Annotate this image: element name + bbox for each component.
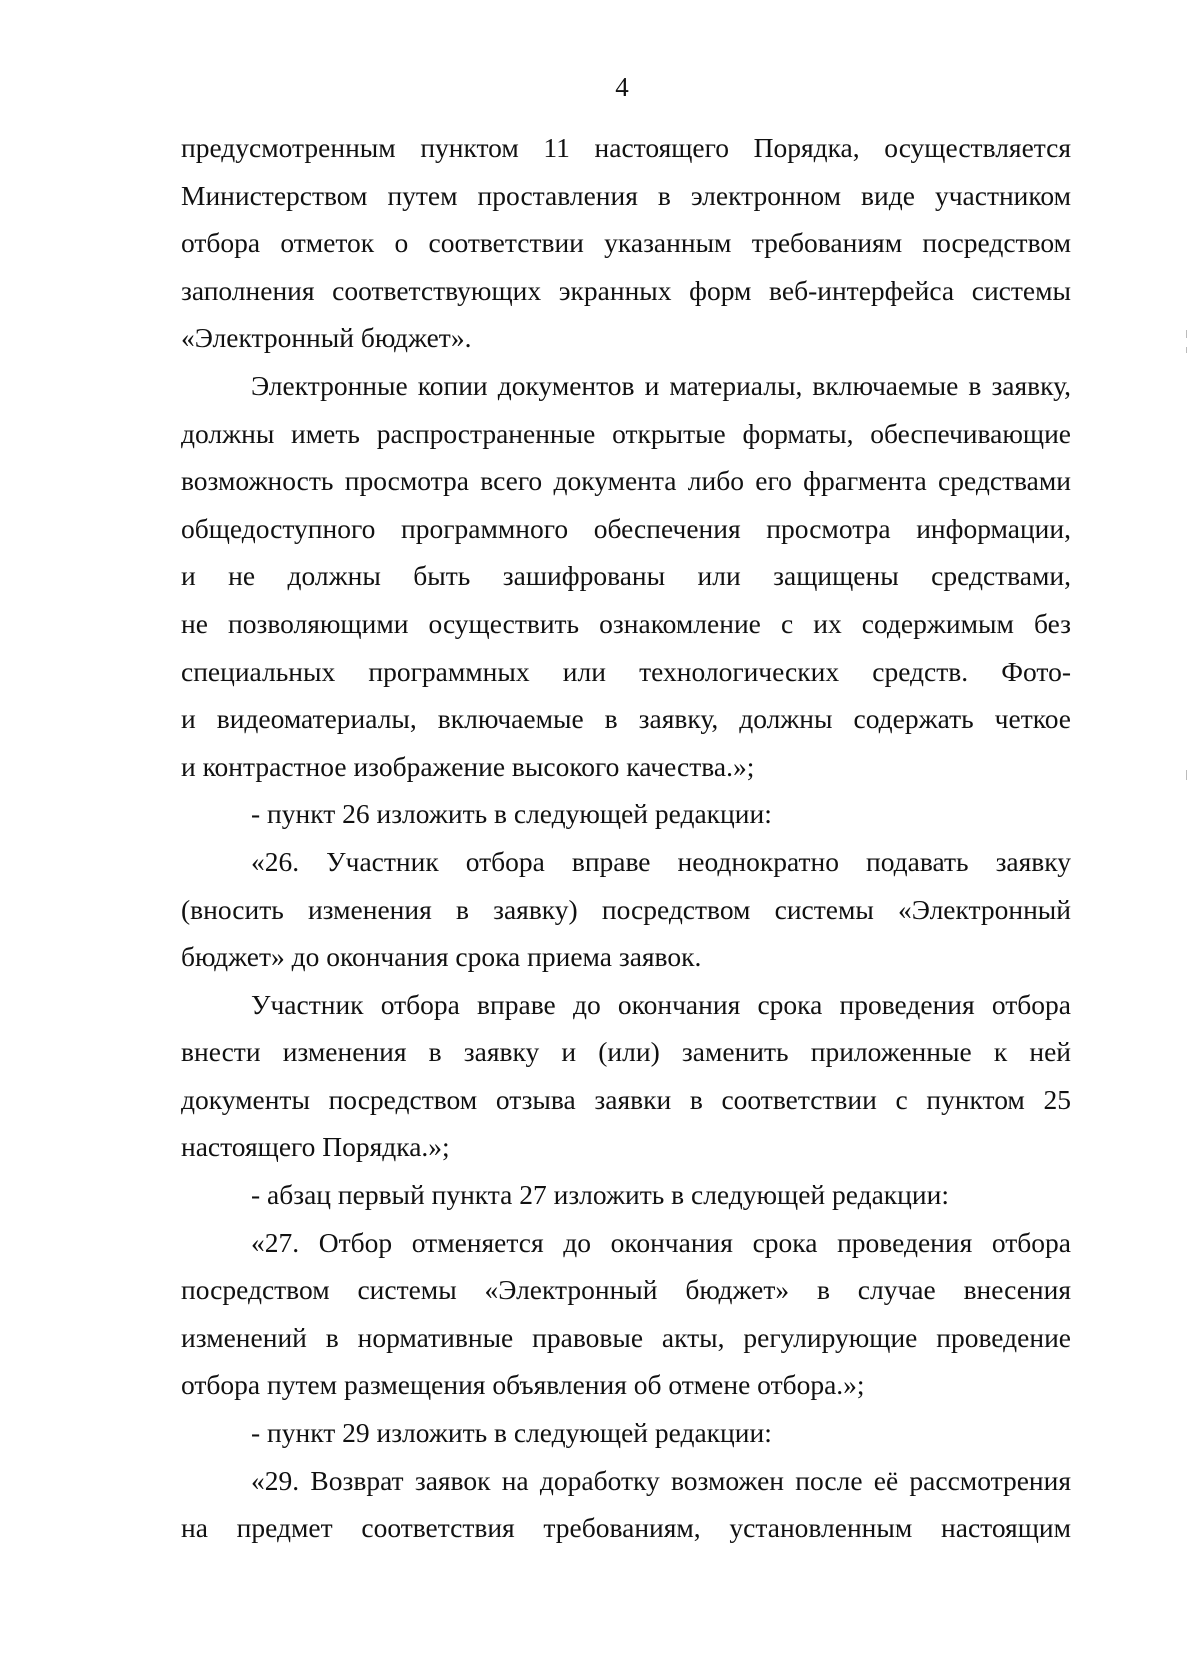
text-line: «26. Участник отбора вправе неоднократно подавать заявку [251,845,1071,877]
text-line: возможность просмотра всего документа либо его фрагмента средствами [181,465,1071,497]
text-line: специальных программных или технологических средств. Фото- [181,655,1071,687]
text-line: Министерством путем проставления в электронном виде участником [181,179,1071,211]
text-line: изменений в нормативные правовые акты, регулирующие проведение [181,1321,1071,1353]
text-line: не позволяющими осуществить ознакомление с их содержимым без [181,607,1071,639]
text-line: общедоступного программного обеспечения просмотра информации, [181,512,1071,544]
text-line: Участник отбора вправе до окончания срока проведения отбора [251,988,1071,1020]
text-line: настоящего Порядка.»; [181,1131,450,1163]
paragraph-5 [181,981,1071,1171]
paragraph-4 [181,838,1071,981]
text-line: предусмотренным пунктом 11 настоящего Порядка, осуществляется [181,132,1071,163]
text-line: - пункт 29 изложить в следующей редакции: [251,1417,772,1449]
text-line: «29. Возврат заявок на доработку возможен после её рассмотрения [251,1464,1071,1496]
text-line: заполнения соответствующих экранных форм веб-интерфейса системы [181,274,1071,306]
paragraph-3 [181,790,1071,838]
text-line: посредством системы «Электронный бюджет» в случае внесения [181,1274,1071,1306]
text-line: и не должны быть зашифрованы или защищены средствами, [181,560,1071,592]
text-line: отбора путем размещения объявления об отмене отбора.»; [181,1369,865,1401]
paragraph-8 [181,1409,1071,1457]
paragraph-9 [181,1457,1071,1552]
paragraph-7 [181,1219,1071,1409]
scan-artifact-mark [1186,330,1187,338]
page-number: 4 [615,72,629,102]
text-line: на предмет соответствия требованиям, установленным настоящим [181,1512,1071,1544]
paragraph-6 [181,1171,1071,1219]
text-line: - пункт 26 изложить в следующей редакции: [251,798,772,830]
text-line: «27. Отбор отменяется до окончания срока проведения отбора [251,1226,1071,1258]
text-line: «Электронный бюджет». [181,322,472,354]
scan-artifact-mark [1186,347,1187,353]
text-line: - абзац первый пункта 27 изложить в следующей редакции: [251,1179,949,1211]
paragraph-2 [181,362,1071,790]
text-line: внести изменения в заявку и (или) заменить приложенные к ней [181,1036,1071,1068]
text-line: отбора отметок о соответствии указанным требованиям посредством [181,227,1071,259]
text-line: (вносить изменения в заявку) посредством системы «Электронный [181,893,1071,925]
document-body [181,124,1071,1552]
paragraph-1 [181,124,1071,362]
scan-artifact-mark [1186,770,1187,780]
text-line: документы посредством отзыва заявки в соответствии с пунктом 25 [181,1083,1071,1115]
text-line: должны иметь распространенные открытые форматы, обеспечивающие [181,417,1071,449]
text-line: бюджет» до окончания срока приема заявок. [181,941,702,973]
text-line: Электронные копии документов и материалы, включаемые в заявку, [251,369,1071,401]
text-line: и видеоматериалы, включаемые в заявку, должны содержать четкое [181,703,1071,735]
text-line: и контрастное изображение высокого качества.»; [181,750,755,782]
